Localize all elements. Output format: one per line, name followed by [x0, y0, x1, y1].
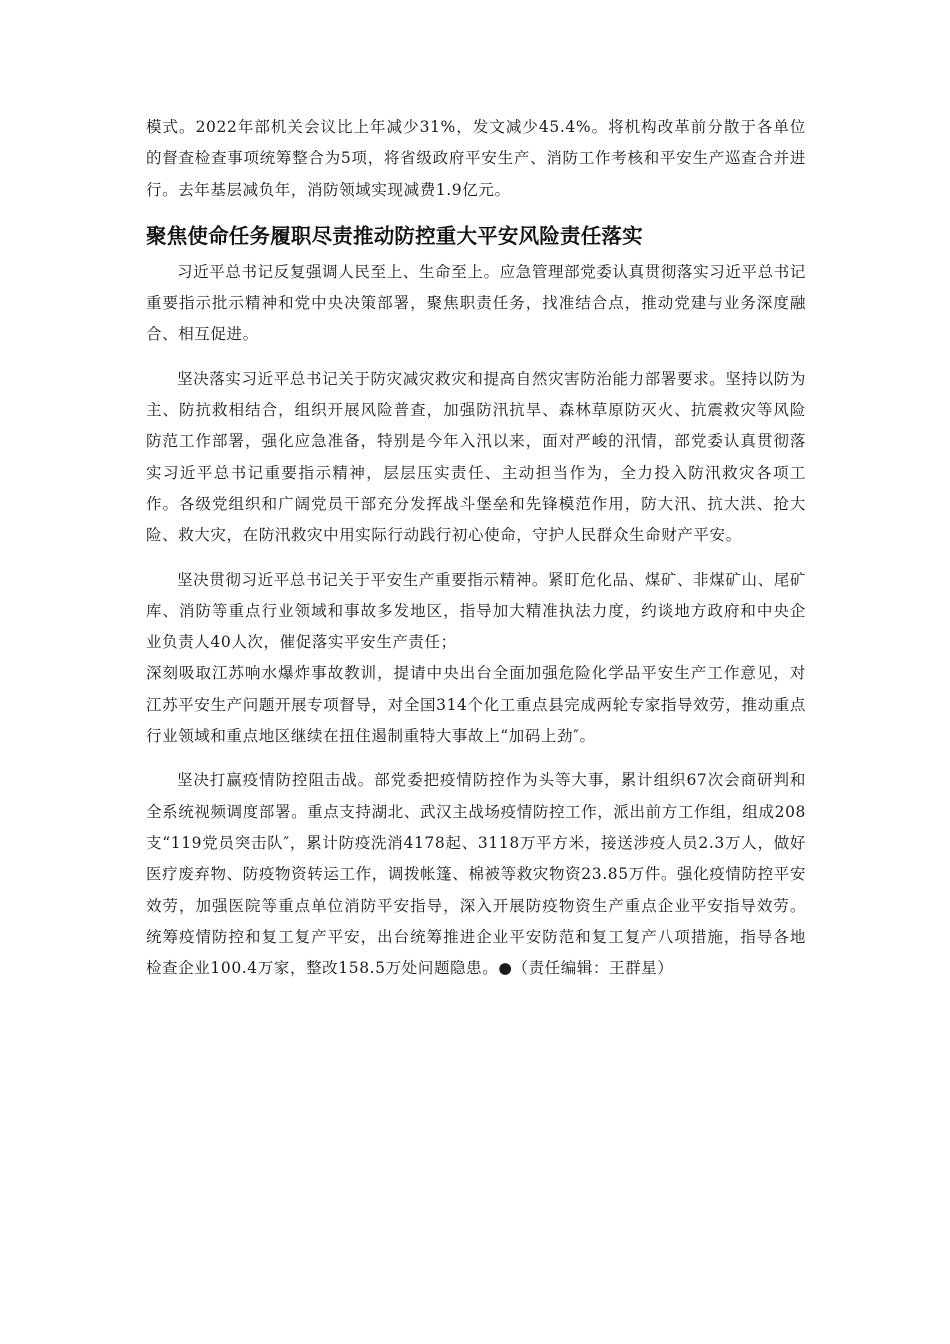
intro-paragraph: 模式。2022年部机关会议比上年减少31%，发文减少45.4%。将机构改革前分散于各单位的督查检查事项统筹整合为5项，将省级政府平安生产、消防工作考核和平安生产巡查合并进行。去年基层减负年，消防领域实现减费1.9亿元。 — [146, 118, 806, 199]
section-heading: 聚焦使命任务履职尽责推动防控重大平安风险责任落实 — [146, 223, 643, 248]
paragraph-epidemic-control: 坚决打赢疫情防控阻击战。部党委把疫情防控作为头等大事，累计组织67次会商研判和全系统视频调度部署。重点支持湖北、武汉主战场疫情防控工作，派出前方工作组，组成208支“119党员突击队″，累计防疫洗消4178起、3118万平方米，接送涉疫人员2.3万人，做好医疗废弃物、防疫物资转运工作，调拨帐篷、棉被等救灾物资23.85万件。强化疫情防控平安效劳，加强医院等重点单位消防平安指导，深入开展防疫物资生产重点企业平安指导效劳。统筹疫情防控和复工复产平安，出台统筹推进企业平安防范和复工复产八项措施，指导各地检查企业100.4万家，整改158.5万处问题隐患。●（责任编辑：王群星） — [146, 771, 806, 978]
paragraph-overview: 习近平总书记反复强调人民至上、生命至上。应急管理部党委认真贯彻落实习近平总书记重要指示批示精神和党中央决策部署，聚焦职责任务，找准结合点，推动党建与业务深度融合、相互促进。 — [146, 262, 806, 344]
paragraph-gap — [146, 351, 806, 364]
paragraph-production-safety: 坚决贯彻习近平总书记关于平安生产重要指示精神。紧盯危化品、煤矿、非煤矿山、尾矿库、消防等重点行业领域和事故多发地区，指导加大精准执法力度，约谈地方政府和中央企业负责人40人次，催促落实平安生产责任； — [146, 570, 806, 652]
paragraph-gap — [146, 752, 806, 765]
paragraph-chemical-safety: 深刻吸取江苏响水爆炸事故教训，提请中央出台全面加强危险化学品平安生产工作意见，对江苏平安生产问题开展专项督导，对全国314个化工重点县完成两轮专家指导效劳，推动重点行业领域和重点地区继续在扭住遏制重特大事故上“加码上劲″。 — [146, 664, 806, 746]
paragraph-gap — [146, 552, 806, 565]
article-body — [146, 112, 806, 984]
paragraph-disaster-prevention: 坚决落实习近平总书记关于防灾减灾救灾和提高自然灾害防治能力部署要求。坚持以防为主、防抗救相结合，组织开展风险普查，加强防汛抗旱、森林草原防灭火、抗震救灾等风险防范工作部署，强化应急准备，特别是今年入汛以来，面对严峻的汛情，部党委认真贯彻落实习近平总书记重要指示精神，层层压实责任、主动担当作为，全力投入防汛救灾各项工作。各级党组织和广阔党员干部充分发挥战斗堡垒和先锋模范作用，防大汛、抗大洪、抢大险、救大灾，在防汛救灾中用实际行动践行初心使命，守护人民群众生命财产平安。 — [146, 369, 806, 545]
